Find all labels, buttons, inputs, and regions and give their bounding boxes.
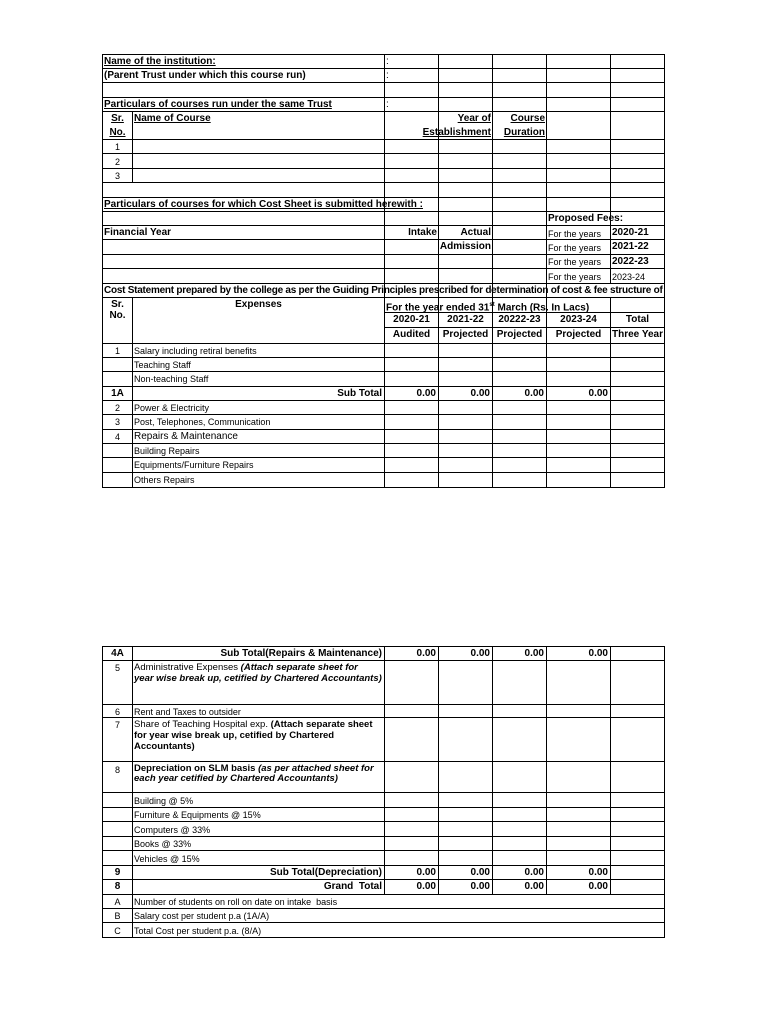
- proposed-fees-label: Proposed Fees:: [548, 213, 624, 224]
- row-label-admin: Administrative Expenses (Attach separate sheet for: [134, 662, 358, 673]
- row-no: A: [114, 897, 121, 907]
- row-label-dep-subtotal: Sub Total(Depreciation): [269, 867, 382, 878]
- row-no: 4A: [111, 648, 124, 659]
- row-no: 7: [114, 720, 120, 730]
- financial-year-label: Financial Year: [104, 227, 172, 238]
- value-cell: 0.00: [470, 388, 490, 399]
- col-year: 2021-22: [447, 314, 484, 325]
- value-cell: 0.00: [588, 648, 608, 659]
- col-total: Total: [625, 314, 650, 325]
- row-label-repairs-subtotal: Sub Total(Repairs & Maintenance): [220, 648, 382, 659]
- row-label-power: Power & Electricity: [134, 403, 210, 413]
- row-label-teaching: Teaching Staff: [134, 360, 191, 370]
- value-cell: 0.00: [524, 388, 544, 399]
- course-row-no: 3: [114, 171, 120, 181]
- col-status: Projected: [496, 329, 543, 340]
- col-status: Three Year: [612, 329, 663, 340]
- particulars-trust-colon: :: [386, 99, 389, 110]
- row-label-other-repairs: Others Repairs: [134, 475, 195, 485]
- value-cell: 0.00: [588, 388, 608, 399]
- col-status: Audited: [392, 329, 431, 340]
- for-the-years-label: For the years: [548, 272, 602, 282]
- value-cell: 0.00: [416, 388, 436, 399]
- value-cell: 0.00: [416, 881, 436, 892]
- row-label-hospital: Share of Teaching Hospital exp. (Attach separate sheet: [134, 719, 373, 730]
- cost-statement-title: Cost Statement prepared by the college as per the Guiding Principles prescribed for determination of cost & fee structure of: [104, 285, 663, 296]
- row-label-depreciation-2: each year cetified by Chartered Accountants): [134, 773, 338, 784]
- dep-item-vehicles: Vehicles @ 15%: [134, 854, 200, 864]
- fee-year: 2021-22: [612, 241, 649, 252]
- col-year: 2020-21: [393, 314, 430, 325]
- dep-item-building: Building @ 5%: [134, 796, 194, 806]
- cost-sheet-heading: Particulars of courses for which Cost Sheet is submitted herewith :: [104, 199, 423, 210]
- intake-label: Intake: [408, 227, 437, 238]
- row-label-salary-cost: Salary cost per student p.a (1A/A): [134, 911, 270, 921]
- row-label-students: Number of students on roll on date on intake basis: [134, 897, 338, 907]
- institution-name-label: Name of the institution:: [104, 56, 216, 67]
- courses-name-header: Name of Course: [134, 113, 211, 124]
- for-the-years-label: For the years: [548, 243, 602, 253]
- row-no: B: [114, 911, 121, 921]
- value-cell: 0.00: [470, 867, 490, 878]
- row-label-hospital-3: Accountants): [134, 741, 195, 752]
- institution-name-colon: :: [386, 56, 389, 67]
- row-label-rent: Rent and Taxes to outsider: [134, 707, 241, 717]
- row-no: 3: [114, 417, 120, 427]
- courses-establishment-header: Establishment: [422, 127, 491, 138]
- value-cell: 0.00: [416, 648, 436, 659]
- courses-duration-header-2: Duration: [503, 127, 545, 138]
- fee-year: 2020-21: [612, 227, 649, 238]
- fee-year: 2022-23: [612, 256, 649, 267]
- row-label-grand-total: Grand Total: [323, 881, 382, 892]
- row-label-hospital-2: for year wise break up, cetified by Chartered: [134, 730, 335, 741]
- row-label-subtotal: Sub Total: [337, 388, 382, 399]
- value-cell: 0.00: [524, 648, 544, 659]
- year-ended-header: For the year ended 31st March (Rs. In Lacs): [386, 302, 590, 314]
- expenses-header: Expenses: [235, 299, 282, 310]
- courses-no-label: No.: [109, 127, 126, 138]
- dep-item-furniture: Furniture & Equipments @ 15%: [134, 810, 261, 820]
- row-no: 1A: [111, 388, 124, 399]
- dep-item-computers: Computers @ 33%: [134, 825, 211, 835]
- row-no: 9: [114, 867, 121, 878]
- actual-label: Actual: [460, 227, 491, 238]
- row-label-equipment-repairs: Equipments/Furniture Repairs: [134, 460, 254, 470]
- value-cell: 0.00: [470, 881, 490, 892]
- row-no: C: [114, 926, 121, 936]
- row-label-salary: Salary including retiral benefits: [134, 346, 257, 356]
- row-no: 2: [114, 403, 120, 413]
- row-no: 4: [114, 432, 120, 442]
- row-no: 5: [114, 663, 120, 673]
- row-label-building-repairs: Building Repairs: [134, 446, 200, 456]
- row-label-repairs: Repairs & Maintenance: [134, 431, 238, 442]
- admission-label: Admission: [439, 241, 491, 252]
- row-label-post: Post, Telephones, Communication: [134, 417, 271, 427]
- courses-sr-label: Sr.: [111, 113, 124, 124]
- fee-year: 2023-24: [612, 272, 646, 282]
- col-year: 20222-23: [498, 314, 541, 325]
- course-row-no: 1: [114, 142, 120, 152]
- statement-no-label: No.: [109, 310, 126, 321]
- dep-item-books: Books @ 33%: [134, 839, 192, 849]
- row-label-total-cost: Total Cost per student p.a. (8/A): [134, 926, 262, 936]
- value-cell: 0.00: [588, 881, 608, 892]
- courses-duration-header: Course: [510, 113, 545, 124]
- statement-sr-label: Sr.: [111, 299, 124, 310]
- particulars-trust-label: Particulars of courses run under the same Trust: [104, 99, 332, 110]
- value-cell: 0.00: [524, 867, 544, 878]
- value-cell: 0.00: [416, 867, 436, 878]
- row-no: 8: [114, 881, 121, 892]
- col-year: 2023-24: [560, 314, 597, 325]
- row-label-depreciation: Depreciation on SLM basis (as per attached sheet for: [134, 763, 374, 774]
- row-no: 1: [114, 346, 120, 356]
- for-the-years-label: For the years: [548, 257, 602, 267]
- col-status: Projected: [555, 329, 602, 340]
- value-cell: 0.00: [470, 648, 490, 659]
- parent-trust-label: (Parent Trust under which this course run): [104, 70, 306, 81]
- parent-trust-colon: :: [386, 70, 389, 81]
- for-the-years-label: For the years: [548, 229, 602, 239]
- row-label-admin-2: year wise break up, cetified by Chartered Accountants): [134, 673, 382, 684]
- row-no: 8: [114, 765, 120, 775]
- value-cell: 0.00: [588, 867, 608, 878]
- row-label-nonteaching: Non-teaching Staff: [134, 374, 209, 384]
- col-status: Projected: [442, 329, 489, 340]
- courses-year-header: Year of: [457, 113, 491, 124]
- row-no: 6: [114, 707, 120, 717]
- value-cell: 0.00: [524, 881, 544, 892]
- course-row-no: 2: [114, 157, 120, 167]
